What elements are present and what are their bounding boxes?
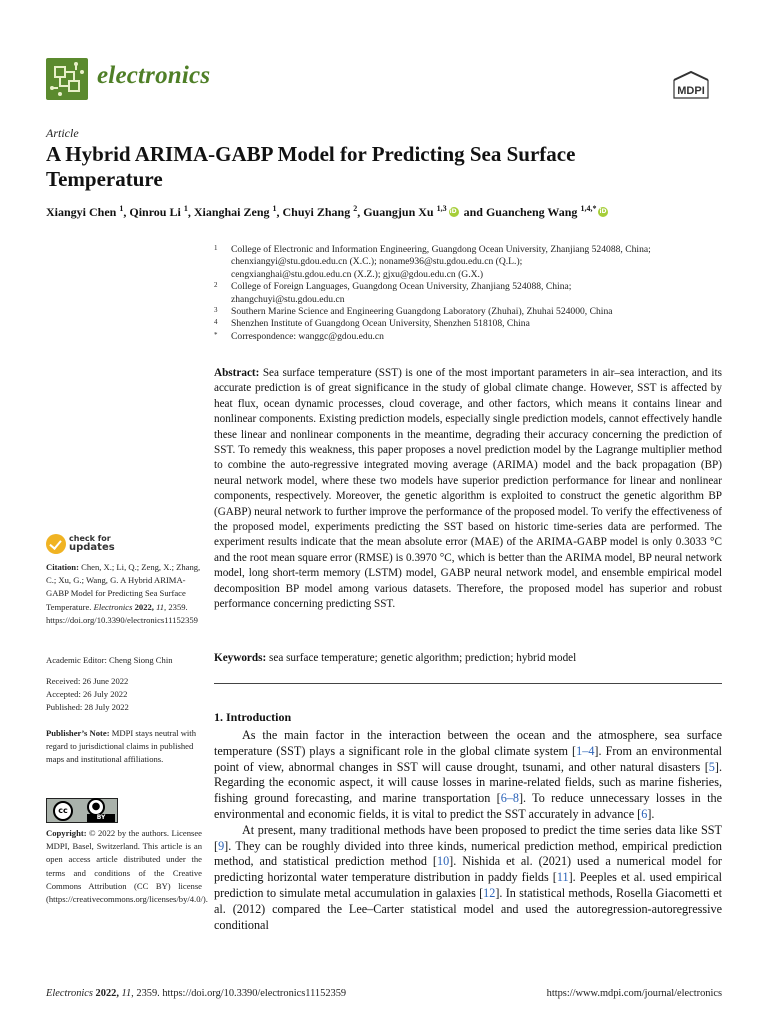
- citation: Citation: Chen, X.; Li, Q.; Zeng, X.; Zhang, C.; Xu, G.; Wang, G. A Hybrid ARIMA-GABP Model for Predicting Sea Surface Temperature. Electronics 2022, 11, 2359. https://doi.org/10.3390/electronics11152359: [46, 562, 201, 625]
- author-list: Xiangyi Chen $^1$, Qinrou Li $^1$, Xianghai Zeng $^1$, Chuyi Zhang $^2$, Guangjun Xu $^{1,3}$iD and Guancheng Wang $^{1,4,*}$iD: [46, 204, 726, 220]
- author-name: Xianghai Zeng: [193, 205, 273, 219]
- affiliation-item: [214, 281, 724, 306]
- publication-dates: [46, 675, 202, 715]
- author-name: Guancheng Wang: [485, 205, 581, 219]
- reference-link[interactable]: 12: [483, 885, 496, 900]
- affiliation-mark: 3: [214, 306, 218, 315]
- orcid-icon[interactable]: [598, 207, 608, 217]
- keywords: [214, 651, 722, 666]
- reference-link[interactable]: 6–8: [500, 791, 519, 806]
- publisher-note: Publisher’s Note: MDPI stays neutral with regard to jurisdictional claims in published maps and institutional affiliations.: [46, 728, 196, 765]
- affiliation-line: Correspondence: wanggc@gdou.edu.cn: [231, 330, 384, 342]
- orcid-icon[interactable]: [449, 207, 459, 217]
- affiliation-mark: *: [214, 330, 218, 339]
- reference-link[interactable]: 9: [218, 838, 225, 853]
- journal-logo: [46, 58, 88, 100]
- check-updates-label: check for updates: [69, 534, 115, 553]
- footer-citation: Electronics 2022, 11, 2359. https://doi.org/10.3390/electronics11152359: [46, 988, 347, 999]
- paragraph: At present, many traditional methods have been proposed to predict the time series data like SST [9]. They can be roughly divided into three kinds, numerical prediction method, empirical prediction method, and statistical prediction method [10]. Nishida et al. (2021) used a numerical model for predicting horizontal water temperature distribution in paddy fields [11]. Peeples et al. used empirical prediction to simulate metal accumulation in galaxies [12]. In statistical methods, Rosella Giacometti et al. (2012) compared the Lee–Carter statistical model and used the autoregression-autoregressive conditional: [214, 822, 722, 932]
- date-received: Received: 26 June 2022: [46, 676, 129, 686]
- journal-name: electronics: [97, 62, 211, 89]
- keywords-label: Keywords:: [214, 652, 267, 664]
- check-updates-icon: [46, 534, 66, 554]
- author-name: Xiangyi Chen: [46, 205, 120, 219]
- section-divider: [214, 683, 722, 684]
- affiliation-mark: 2: [214, 281, 218, 290]
- footer-doi-link[interactable]: 2359. https://doi.org/10.3390/electronics11152359: [136, 988, 347, 999]
- author-affiliation-mark: 1: [272, 204, 277, 213]
- abstract-label: Abstract:: [214, 367, 260, 379]
- affiliation-mark: 4: [214, 318, 218, 327]
- cc-icon: cc: [53, 801, 73, 821]
- author-affiliation-mark: 2: [353, 204, 358, 213]
- abstract: [214, 366, 722, 613]
- affiliation-item: [214, 318, 724, 330]
- author-name: Qinrou Li: [129, 205, 184, 219]
- affiliation-item: [214, 331, 724, 343]
- affiliation-item: [214, 244, 724, 281]
- person-icon: ●: [87, 798, 105, 816]
- reference-link[interactable]: 10: [436, 854, 450, 869]
- mdpi-logo: [666, 70, 716, 100]
- by-label: BY: [87, 814, 115, 822]
- affiliation-line: Southern Marine Science and Engineering Guangdong Laboratory (Zhuhai), Zhuhai 524000, China: [231, 306, 613, 318]
- paragraph: As the main factor in the interaction between the ocean and the atmosphere, sea surface temperature (SST) plays a significant role in the global climate system [1–4]. From an environmental point of view, abnormal changes in SST will cause drought, tsunami, and other natural disasters [5]. Regarding the economic aspect, it will cause losses in marine-related fields, such as marine fisheries, fishing ground forecasting, and marine transportation [6–8]. To reduce unnecessary losses in the environmental and economic fields, it is vital to predict the SST accurately in advance [6].: [214, 728, 722, 821]
- author-affiliation-mark: 1: [119, 204, 124, 213]
- affiliation-line: Shenzhen Institute of Guangdong Ocean University, Shenzhen 518108, China: [231, 318, 530, 330]
- author-name: Guangjun Xu: [363, 205, 437, 219]
- reference-link[interactable]: 5: [708, 759, 715, 774]
- author-affiliation-mark: 1,4,*: [580, 204, 597, 213]
- reference-link[interactable]: 11: [556, 870, 569, 885]
- author-name: Chuyi Zhang: [282, 205, 354, 219]
- copyright: Copyright: © 2022 by the authors. Licensee MDPI, Basel, Switzerland. This article is an open access article distributed under the terms and conditions of the Creative Commons Attribution (CC BY) license (https://creativecommons.org/licenses/by/4.0/).: [46, 828, 208, 905]
- mdpi-logo-icon: [666, 70, 716, 100]
- affiliations: [214, 244, 724, 343]
- affiliation-line: cengxianghai@stu.gdou.edu.cn (X.Z.); gjxu@gdou.edu.cn (G.X.): [231, 268, 484, 280]
- date-published: Published: 28 July 2022: [46, 702, 129, 713]
- cc-by-license-badge[interactable]: [46, 798, 118, 823]
- affiliation-item: [214, 306, 724, 318]
- affiliation-line: College of Foreign Languages, Guangdong Ocean University, Zhanjiang 524088, China;: [231, 281, 572, 293]
- footer-journal-link[interactable]: https://www.mdpi.com/journal/electronics: [546, 988, 722, 999]
- author-affiliation-mark: 1: [183, 204, 188, 213]
- reference-link[interactable]: 1–4: [576, 743, 595, 758]
- check-for-updates-button[interactable]: [46, 534, 156, 556]
- citation-doi-link[interactable]: 2359. https://doi.org/10.3390/electronics11152359: [46, 601, 198, 625]
- author-affiliation-mark: 1,3: [436, 204, 447, 213]
- article-type: Article: [46, 126, 79, 140]
- keywords-text: sea surface temperature; genetic algorithm; prediction; hybrid model: [269, 652, 577, 664]
- mdpi-logo-text: MDPI: [677, 85, 705, 97]
- date-accepted: Accepted: 26 July 2022: [46, 689, 128, 700]
- circuit-logo-icon: [46, 58, 88, 100]
- affiliation-line: chenxiangyi@stu.gdou.edu.cn (X.C.); noname936@stu.gdou.edu.cn (Q.L.);: [231, 256, 523, 268]
- academic-editor: Academic Editor: Cheng Siong Chin: [46, 655, 173, 665]
- affiliation-line: College of Electronic and Information Engineering, Guangdong Ocean University, Zhanjiang 524088, China;: [231, 244, 651, 255]
- affiliation-mark: 1: [214, 244, 218, 252]
- abstract-text: Sea surface temperature (SST) is one of the most important parameters in air–sea interaction, and its accurate prediction is of great significance in the study of global climate change. However, SST is affected by heat flux, ocean dynamic processes, cloud coverage, and other factors, which means it contains linear and nonlinear components. Existing prediction models, especially single prediction models, cannot effectively handle these linear and nonlinear components in the meantime, degrading their accuracy concerning the prediction of SST. To remedy this weakness, this paper proposes a novel prediction model by the Lagrange multiplier method to combine the auto-regressive integrated moving average (ARIMA) model and the back propagation (BP) neural network model, where these two models have superior prediction performance for linear and nonlinear components, respectively. Moreover, the genetic algorithm is exploited to construct the genetic algorithm BP (GABP) neural network to further improve the performance of the proposed model. To verify the effectiveness of the proposed model, experiments predicting the SST based on historic time-series data are performed. The experiment results indicate that the mean absolute error (MAE) of the ARIMA-GABP model is only 0.3033 °C and the root mean square error (RMSE) is 0.3970 °C, which is better than the ARIMA model, BP neural network model, long short-term memory (LSTM) model, GABP neural network model, and ensemble empirical model decomposition BP model among various datasets. Therefore, the proposed model has superior and robust performance concerning predicting SST.: [214, 367, 723, 611]
- reference-link[interactable]: 6: [641, 806, 648, 821]
- section-heading-introduction: 1. Introduction: [214, 710, 292, 724]
- affiliation-line: zhangchuyi@stu.gdou.edu.cn: [231, 293, 345, 305]
- introduction-body: [214, 728, 722, 933]
- article-title: A Hybrid ARIMA-GABP Model for Predicting Sea Surface Temperature: [46, 142, 576, 191]
